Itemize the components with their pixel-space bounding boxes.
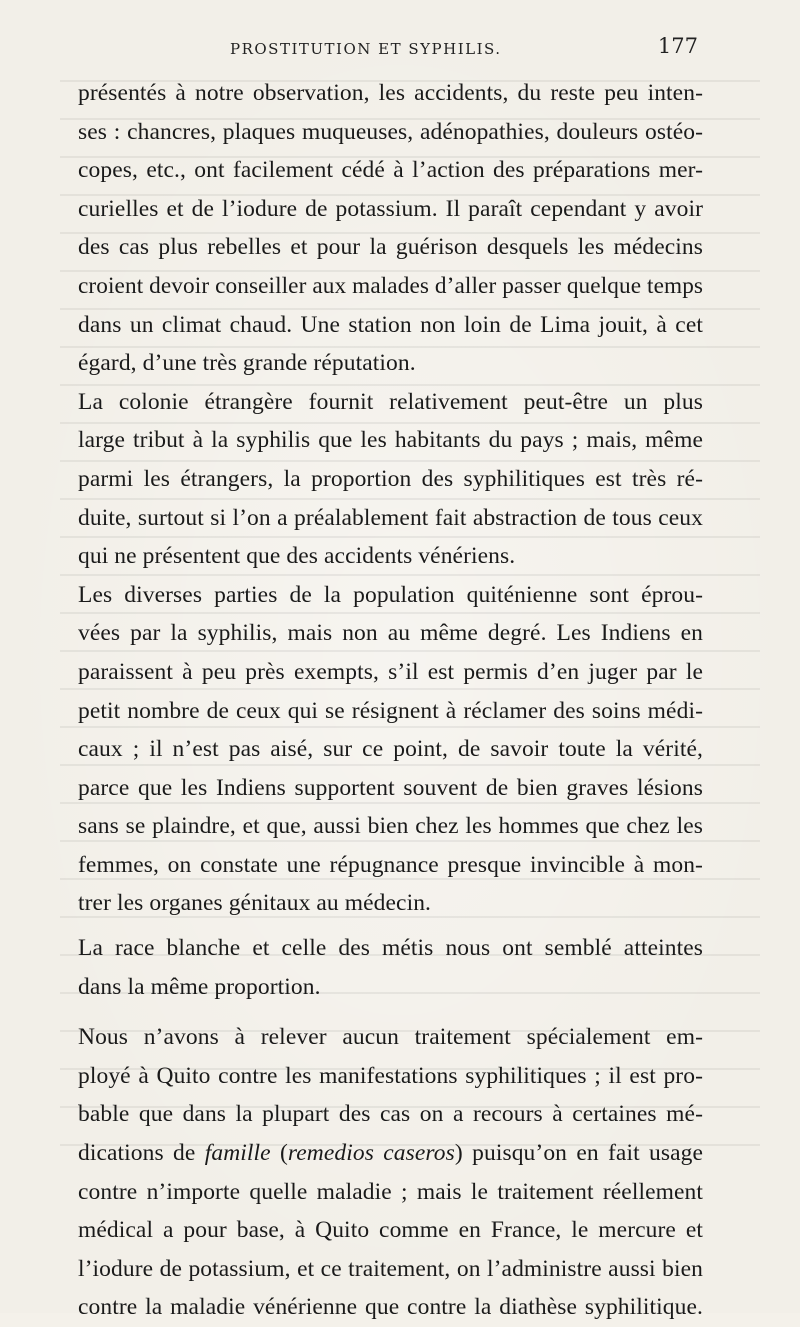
page-header [78, 34, 708, 64]
text-line: duite, surtout si l’on a préalablement fait abstraction de tous ceux [78, 504, 703, 531]
text-line: ses : chancres, plaques muqueuses, adénopathies, douleurs ostéo- [78, 118, 703, 145]
text-line: contre la maladie vénérienne que contre la diathèse syphilitique. [78, 1294, 703, 1321]
text-line: femmes, on constate une répugnance presque invincible à mon- [78, 851, 703, 878]
text-line: copes, etc., ont facilement cédé à l’action des préparations mer- [78, 157, 703, 184]
text-line: La race blanche et celle des métis nous ont semblé atteintes [78, 935, 703, 962]
text-line: croient devoir conseiller aux malades d’aller passer quelque temps [78, 272, 704, 299]
text-line: caux ; il n’est pas aisé, sur ce point, de savoir toute la vérité, [78, 736, 703, 763]
text-line: parce que les Indiens supportent souvent de bien graves lésions [78, 774, 703, 801]
text-line: l’iodure de potassium, et ce traitement, on l’administre aussi bien [78, 1255, 703, 1282]
text-line: petit nombre de ceux qui se résignent à réclamer des soins médi- [78, 697, 703, 724]
paragraph-3 [78, 576, 703, 923]
text-line: médical a pour base, à Quito comme en France, le mercure et [78, 1217, 703, 1244]
text-line: égard, d’une très grande réputation. [78, 350, 416, 377]
text-line: dans un climat chaud. Une station non loin de Lima jouit, à cet [78, 311, 703, 338]
paragraph-1 [78, 74, 703, 383]
body-text [78, 74, 703, 1327]
italic-phrase: remedios caseros [287, 1140, 455, 1167]
paragraph-5 [78, 1018, 703, 1327]
text-line: trer les organes génitaux au médecin. [78, 890, 432, 917]
text-line: bable que dans la plupart des cas on a recours à certaines mé- [78, 1101, 703, 1128]
text-line: paraissent à peu près exempts, s’il est permis d’en juger par le [78, 658, 703, 685]
paragraph-4 [78, 929, 703, 1006]
text-line: sans se plaindre, et que, aussi bien chez les hommes que chez les [78, 813, 703, 840]
text-line: dans la même proportion. [78, 973, 321, 1000]
text-line: Les diverses parties de la population quiténienne sont éprou- [78, 581, 703, 608]
text-line: parmi les étrangers, la proportion des syphilitiques est très ré- [78, 465, 703, 492]
italic-phrase: famille [204, 1140, 271, 1167]
text-line: présentés à notre observation, les accidents, du reste peu inten- [78, 80, 703, 106]
text-line: qui ne présentent que des accidents vénériens. [78, 543, 516, 570]
text-line: des cas plus rebelles et pour la guérison desquels les médecins [78, 234, 703, 261]
text-line: curielles et de l’iodure de potassium. Il paraît cependant y avoir [78, 195, 703, 222]
text-line: Nous n’avons à relever aucun traitement spécialement em- [78, 1024, 703, 1051]
text-line: ployé à Quito contre les manifestations syphilitiques ; il est pro- [78, 1062, 703, 1089]
page-number: 177 [657, 34, 698, 58]
text-line: large tribut à la syphilis que les habitants du pays ; mais, même [78, 427, 703, 454]
text-line-with-italic: dications de famille (remedios caseros) puisqu’on en fait usage [78, 1140, 703, 1167]
paragraph-2 [78, 383, 703, 576]
text-line: vées par la syphilis, mais non au même degré. Les Indiens en [78, 620, 703, 647]
running-head: PROSTITUTION ET SYPHILIS. [230, 40, 502, 58]
text-line: La colonie étrangère fournit relativement peut-être un plus [78, 388, 703, 415]
text-line: contre n’importe quelle maladie ; mais le traitement réellement [78, 1178, 703, 1205]
paragraph-gap [78, 1006, 703, 1018]
